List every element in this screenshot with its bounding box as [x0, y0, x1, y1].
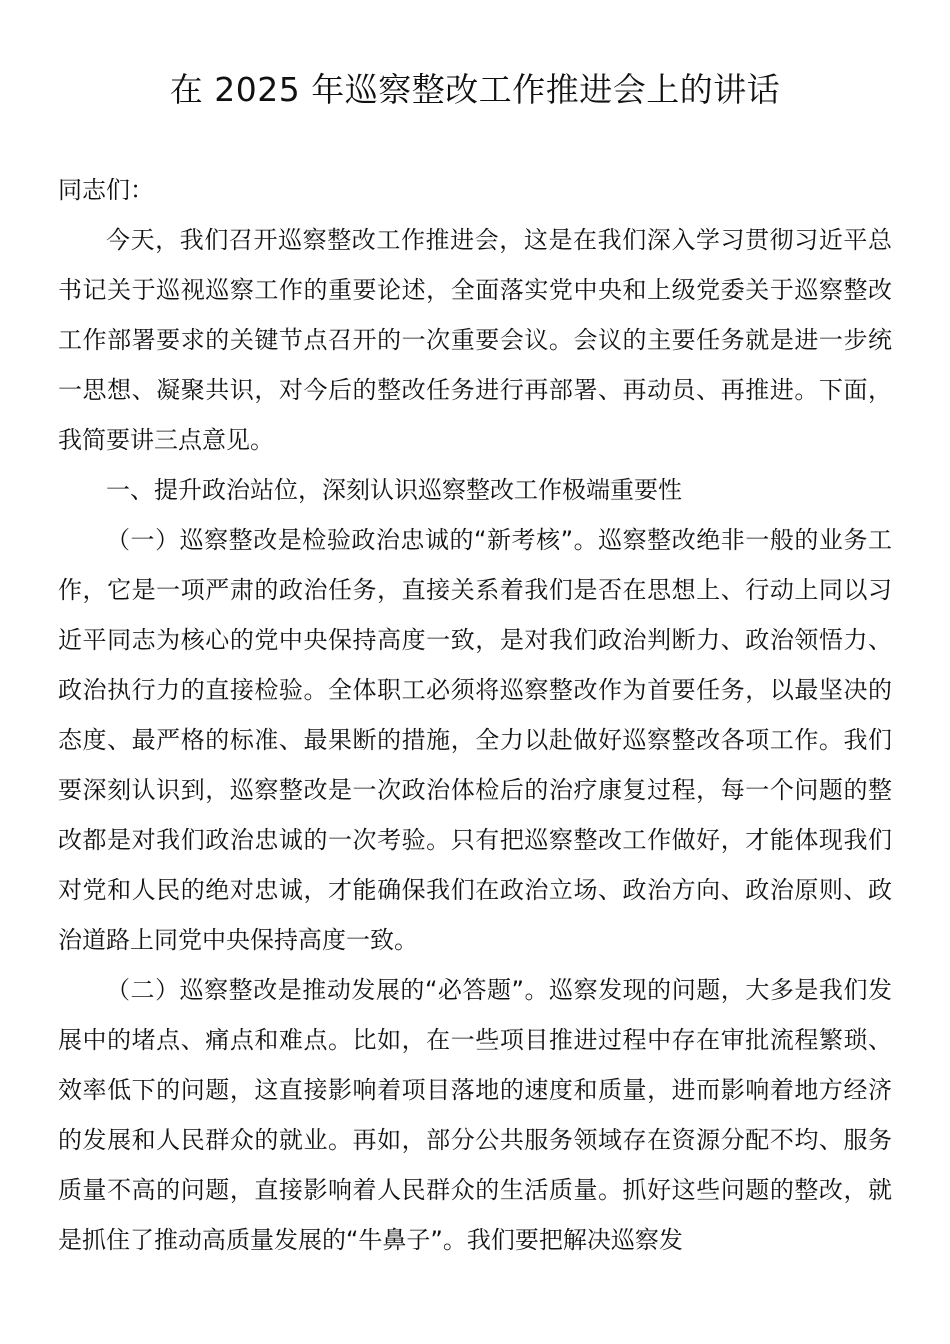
- point-1-paragraph: （一）巡察整改是检验政治忠诚的“新考核”。巡察整改绝非一般的业务工作，它是一项严肃的政治任务，直接关系着我们是否在思想上、行动上同以习近平同志为核心的党中央保持高度一致，是对我们政治判断力、政治领悟力、政治执行力的直接检验。全体职工必须将巡察整改作为首要任务，以最坚决的态度、最严格的标准、最果断的措施，全力以赴做好巡察整改各项工作。我们要深刻认识到，巡察整改是一次政治体检后的治疗康复过程，每一个问题的整改都是对我们政治忠诚的一次考验。只有把巡察整改工作做好，才能体现我们对党和人民的绝对忠诚，才能确保我们在政治立场、政治方向、政治原则、政治道路上同党中央保持高度一致。: [58, 526, 892, 954]
- salutation: 同志们：: [58, 176, 154, 204]
- intro-paragraph: 今天，我们召开巡察整改工作推进会，这是在我们深入学习贯彻习近平总书记关于巡视巡察工作的重要论述，全面落实党中央和上级党委关于巡察整改工作部署要求的关键节点召开的一次重要会议。会议的主要任务就是进一步统一思想、凝聚共识，对今后的整改任务进行再部署、再动员、再推进。下面，我简要讲三点意见。: [58, 226, 892, 454]
- document-body: [58, 165, 892, 1265]
- section-heading-1: 一、提升政治站位，深刻认识巡察整改工作极端重要性: [106, 476, 682, 504]
- point-2-paragraph: （二）巡察整改是推动发展的“必答题”。巡察发现的问题，大多是我们发展中的堵点、痛点和难点。比如，在一些项目推进过程中存在审批流程繁琐、效率低下的问题，这直接影响着项目落地的速度和质量，进而影响着地方经济的发展和人民群众的就业。再如，部分公共服务领域存在资源分配不均、服务质量不高的问题，直接影响着人民群众的生活质量。抓好这些问题的整改，就是抓住了推动高质量发展的“牛鼻子”。我们要把解决巡察发: [58, 976, 892, 1254]
- document-title: 在 2025 年巡察整改工作推进会上的讲话: [169, 70, 781, 109]
